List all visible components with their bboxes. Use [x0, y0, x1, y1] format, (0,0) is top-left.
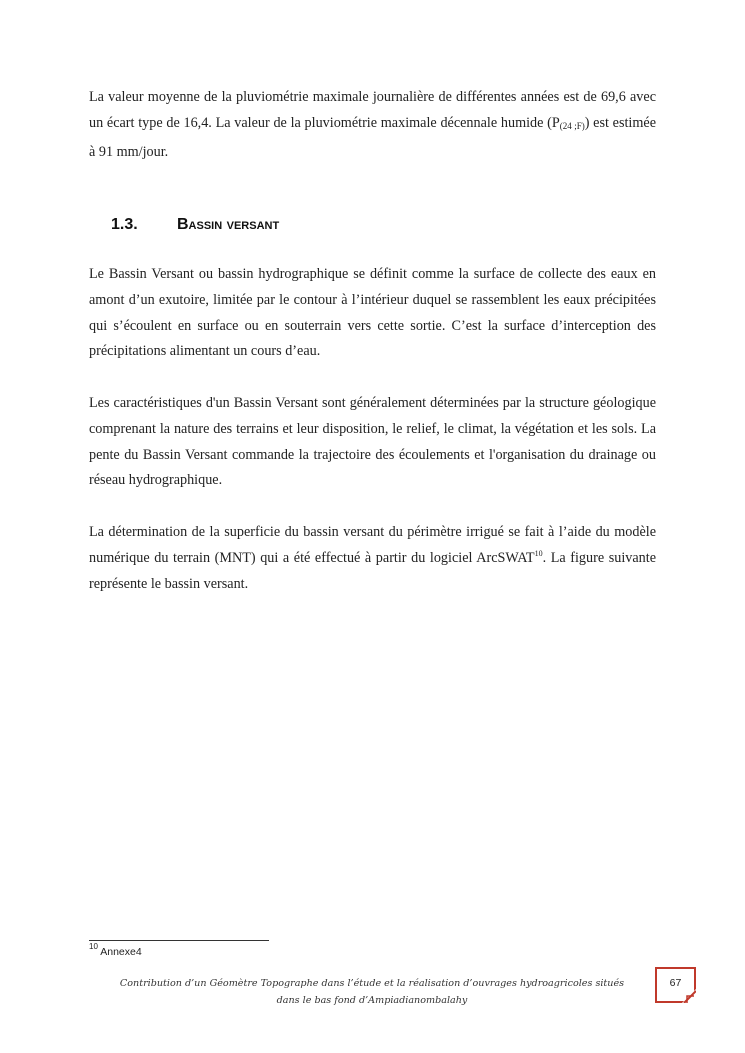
section-title: Bassin versant	[177, 216, 280, 233]
page-number: 67	[669, 977, 682, 989]
page-number-box	[655, 967, 696, 1003]
paragraph-definition: Le Bassin Versant ou bassin hydrographique se définit comme la surface de collecte des eaux en amont d’un exutoire, limitée par le contour à l’intérieur duquel se rassemblent les eaux précipitées qui s’écoulent en surface ou en souterrain vers cette sortie. C’est la surface d’interception des précipitations alimentant un cours d’eau.	[89, 266, 656, 360]
page-curl-icon	[682, 989, 696, 1003]
paragraph-text: ) est estimée à 91 mm/jour.	[89, 114, 656, 160]
paragraph-caracteristiques: Les caractéristiques d'un Bassin Versant sont généralement déterminées par la structure géologique comprenant la nature des terrains et leur disposition, le relief, le climat, la végétation et les sols. La pente du Bassin Versant commande la trajectoire des écoulements et l'organisation du drainage ou réseau hydrographique.	[89, 395, 656, 489]
section-heading	[111, 216, 279, 234]
footnote-marker: 10	[89, 942, 98, 951]
paragraph-text: La valeur moyenne de la pluviométrie maximale journalière de différentes années est de 69,6 avec un écart type de 16,4. La valeur de la pluviométrie maximale décennale humide (P	[89, 89, 656, 131]
subscript: (24 ;F)	[559, 120, 585, 131]
paragraph-determination	[89, 520, 656, 597]
footnote-divider	[89, 940, 269, 941]
section-number: 1.3.	[111, 216, 138, 233]
paragraph-text: La détermination de la superficie du bassin versant du périmètre irrigué se fait à l’aide du modèle numérique du terrain (MNT) qui a été effectué à partir du logiciel ArcSWAT	[89, 524, 656, 566]
footer-title: Contribution d’un Géomètre Topographe dans l’étude et la réalisation d’ouvrages hydroagricoles situés dans le bas fond d’Ampiadianombalahy	[119, 978, 625, 1006]
footnote	[89, 942, 142, 958]
paragraph-pluviometrie	[89, 85, 656, 165]
footnote-reference[interactable]: 10	[534, 548, 543, 558]
paragraph-text: . La figure suivante représente le bassin versant.	[89, 549, 656, 592]
footnote-text: Annexe4	[100, 946, 142, 958]
